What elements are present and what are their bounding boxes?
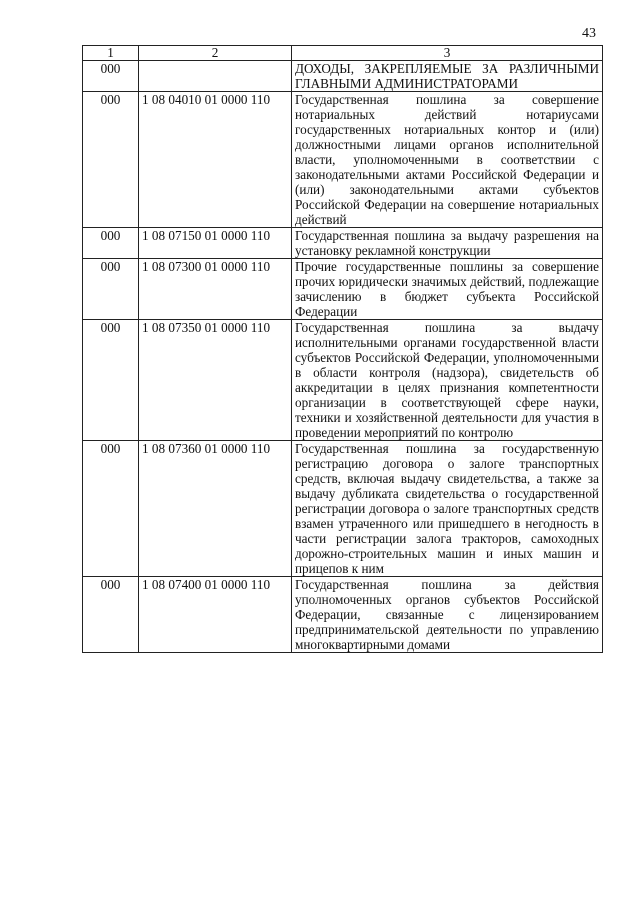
administrator-code: 000 <box>83 320 139 441</box>
revenue-description: Государственная пошлина за выдачу разрешения на установку рекламной конструкции <box>292 228 603 259</box>
budget-classification-code: 1 08 07400 01 0000 110 <box>139 577 292 653</box>
administrator-code: 000 <box>83 92 139 228</box>
budget-classification-code: 1 08 07360 01 0000 110 <box>139 441 292 577</box>
revenue-description: Государственная пошлина за действия уполномоченных органов субъектов Российской Федерации, связанные с лицензированием предпринимательской деятельности по управлению многоквартирными домами <box>292 577 603 653</box>
administrator-code: 000 <box>83 61 139 92</box>
revenue-codes-table <box>82 45 603 653</box>
table-row <box>83 61 603 92</box>
budget-classification-code: 1 08 07300 01 0000 110 <box>139 259 292 320</box>
table-row <box>83 92 603 228</box>
column-header-3: 3 <box>292 46 603 61</box>
revenue-description: Прочие государственные пошлины за совершение прочих юридически значимых действий, подлежащие зачислению в бюджет субъекта Российской Федерации <box>292 259 603 320</box>
budget-classification-code: 1 08 07150 01 0000 110 <box>139 228 292 259</box>
administrator-code: 000 <box>83 441 139 577</box>
budget-classification-code: 1 08 07350 01 0000 110 <box>139 320 292 441</box>
revenue-description: Государственная пошлина за выдачу исполнительными органами государственной власти субъектов Российской Федерации, уполномоченными в области контроля (надзора), свидетельств об аккредитации в целях признания компетентности организации в соответствующей сфере науки, техники и хозяйственной деятельности для участия в проведении мероприятий по контролю <box>292 320 603 441</box>
table-row <box>83 320 603 441</box>
administrator-code: 000 <box>83 259 139 320</box>
table-row <box>83 441 603 577</box>
table-row <box>83 259 603 320</box>
budget-classification-code: 1 08 04010 01 0000 110 <box>139 92 292 228</box>
revenue-description: Государственная пошлина за государственную регистрацию договора о залоге транспортных средств, включая выдачу свидетельства, а также за выдачу дубликата свидетельства о государственной регистрации договора о залоге транспортных средств взамен утраченного или пришедшего в негодность в части регистрации залога тракторов, самоходных дорожно-строительных машин и иных машин и прицепов к ним <box>292 441 603 577</box>
administrator-code: 000 <box>83 228 139 259</box>
administrator-code: 000 <box>83 577 139 653</box>
page-number: 43 <box>582 26 596 41</box>
column-header-2: 2 <box>139 46 292 61</box>
table-row <box>83 228 603 259</box>
table-row <box>83 577 603 653</box>
revenue-description: Государственная пошлина за совершение нотариальных действий нотариусами государственных нотариальных контор и (или) должностными лицами органов исполнительной власти, уполномоченными в соответствии с законодательными актами Российской Федерации и (или) законодательными актами субъектов Российской Федерации на совершение нотариальных действий <box>292 92 603 228</box>
section-heading: ДОХОДЫ, ЗАКРЕПЛЯЕМЫЕ ЗА РАЗЛИЧНЫМИ ГЛАВНЫМИ АДМИНИСТРАТОРАМИ <box>292 61 603 92</box>
table-header-row <box>83 46 603 61</box>
budget-classification-code <box>139 61 292 92</box>
column-header-1: 1 <box>83 46 139 61</box>
